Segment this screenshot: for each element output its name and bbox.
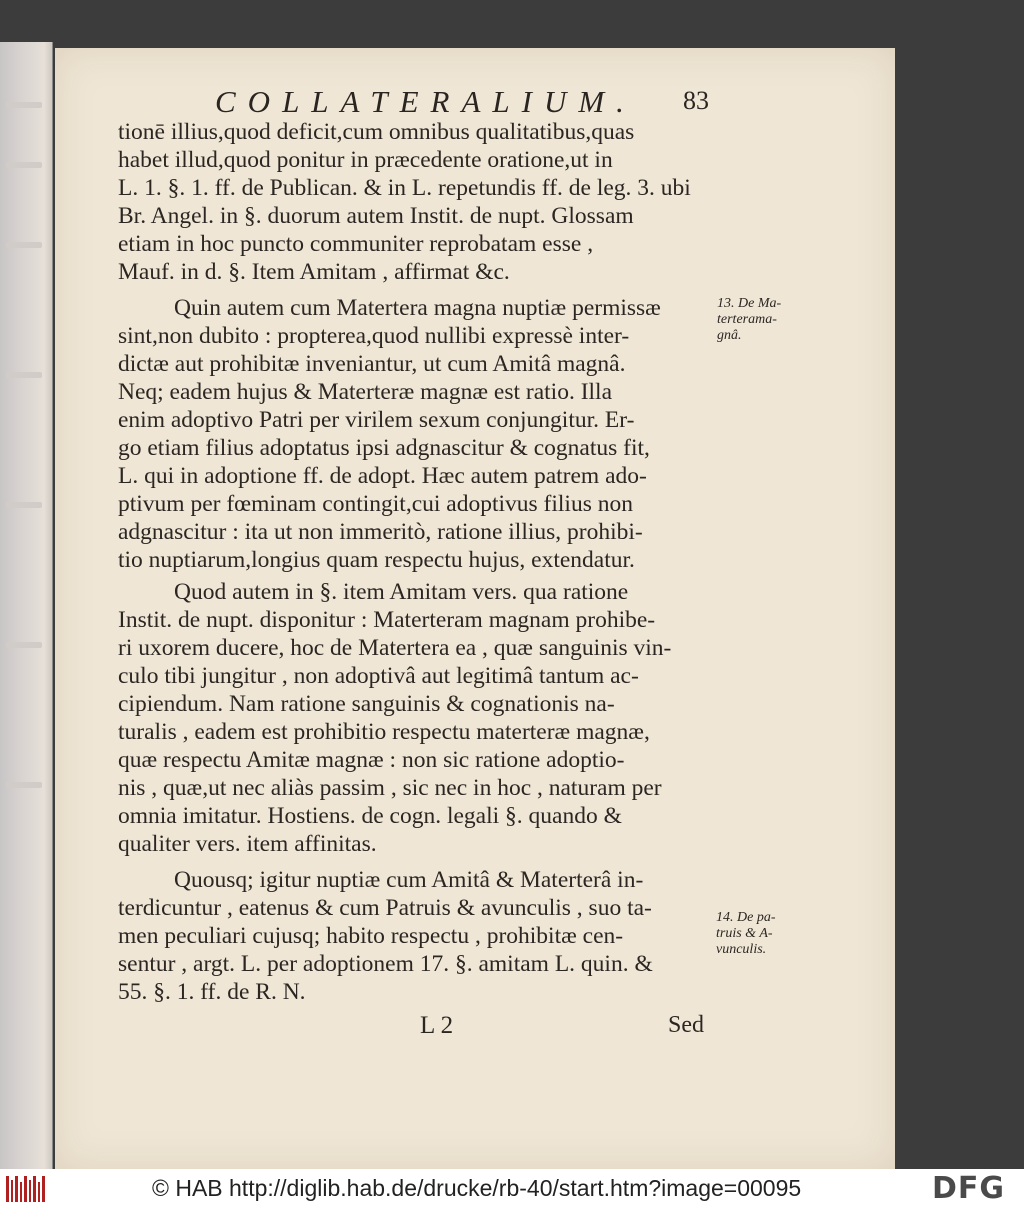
- footer-bar: [0, 1169, 1024, 1209]
- text-line: dictæ aut prohibitæ inveniantur, ut cum Amitâ magnâ.: [118, 351, 626, 377]
- margin-note-line: terterama-: [717, 312, 777, 327]
- text-line: Instit. de nupt. disponitur : Materteram magnam prohibe-: [118, 607, 656, 633]
- text-line: cipiendum. Nam ratione sanguinis & cognationis na-: [118, 691, 615, 717]
- margin-note-14: [716, 910, 776, 958]
- hab-logo-icon: [6, 1176, 48, 1202]
- text-line: 55. §. 1. ff. de R. N.: [118, 979, 306, 1005]
- previous-page-edge: [0, 42, 53, 1169]
- dfg-logo: DFG: [932, 1171, 1006, 1206]
- copyright-link[interactable]: © HAB http://diglib.hab.de/drucke/rb-40/start.htm?image=00095: [152, 1175, 802, 1201]
- text-line: L. qui in adoptione ff. de adopt. Hæc autem patrem ado-: [118, 463, 647, 489]
- text-line: adgnascitur : ita ut non immeritò, ratione illius, prohibi-: [118, 519, 643, 545]
- text-line: terdicuntur , eatenus & cum Patruis & avunculis , suo ta-: [118, 895, 652, 921]
- text-line: etiam in hoc puncto communiter reprobatam esse ,: [118, 231, 594, 257]
- text-line: qualiter vers. item affinitas.: [118, 831, 377, 857]
- text-line: ptivum per fœminam contingit,cui adoptivus filius non: [118, 491, 633, 517]
- running-head: COLLATERALIUM.: [215, 84, 636, 119]
- text-line: men peculiari cujusq; habito respectu , prohibitæ cen-: [118, 923, 624, 949]
- margin-note-line: gnâ.: [717, 328, 742, 343]
- margin-note-line: truis & A-: [716, 926, 773, 941]
- text-line: Neq; eadem hujus & Materteræ magnæ est ratio. Illa: [118, 379, 613, 405]
- text-line: enim adoptivo Patri per virilem sexum conjungitur. Er-: [118, 407, 635, 433]
- text-line: tionē illius,quod deficit,cum omnibus qualitatibus,quas: [118, 119, 635, 145]
- text-line: culo tibi jungitur , non adoptivâ aut legitimâ tantum ac-: [118, 663, 639, 689]
- margin-note-line: 13. De Ma-: [717, 296, 782, 311]
- catchword: Sed: [668, 1012, 704, 1038]
- margin-note-line: 14. De pa-: [716, 910, 776, 925]
- text-line: Br. Angel. in §. duorum autem Instit. de nupt. Glossam: [118, 203, 634, 229]
- text-line: sint,non dubito : propterea,quod nullibi expressè inter-: [118, 323, 630, 349]
- margin-note-13: [717, 296, 781, 344]
- text-line: nis , quæ,ut nec aliàs passim , sic nec in hoc , naturam per: [118, 775, 662, 801]
- page-number: 83: [683, 86, 709, 115]
- signature-mark: L 2: [420, 1012, 454, 1039]
- text-line: tio nuptiarum,longius quam respectu hujus, extendatur.: [118, 547, 635, 573]
- text-line: omnia imitatur. Hostiens. de cogn. legali §. quando &: [118, 803, 622, 829]
- text-line: Mauf. in d. §. Item Amitam , affirmat &c.: [118, 259, 510, 285]
- margin-note-line: vunculis.: [716, 942, 767, 957]
- text-line: habet illud,quod ponitur in præcedente oratione,ut in: [118, 147, 613, 173]
- text-line: go etiam filius adoptatus ipsi adgnascitur & cognatus fit,: [118, 435, 650, 461]
- text-line: turalis , eadem est prohibitio respectu materteræ magnæ,: [118, 719, 650, 745]
- text-line: quæ respectu Amitæ magnæ : non sic ratione adoptio-: [118, 747, 625, 773]
- text-line: Quod autem in §. item Amitam vers. qua ratione: [174, 579, 629, 605]
- text-line: Quousq; igitur nuptiæ cum Amitâ & Materterâ in-: [174, 867, 644, 893]
- text-line: ri uxorem ducere, hoc de Matertera ea , quæ sanguinis vin-: [118, 635, 672, 661]
- text-line: L. 1. §. 1. ff. de Publican. & in L. repetundis ff. de leg. 3. ubi: [118, 175, 691, 201]
- text-line: Quin autem cum Matertera magna nuptiæ permissæ: [174, 295, 661, 321]
- text-line: sentur , argt. L. per adoptionem 17. §. amitam L. quin. &: [118, 951, 653, 977]
